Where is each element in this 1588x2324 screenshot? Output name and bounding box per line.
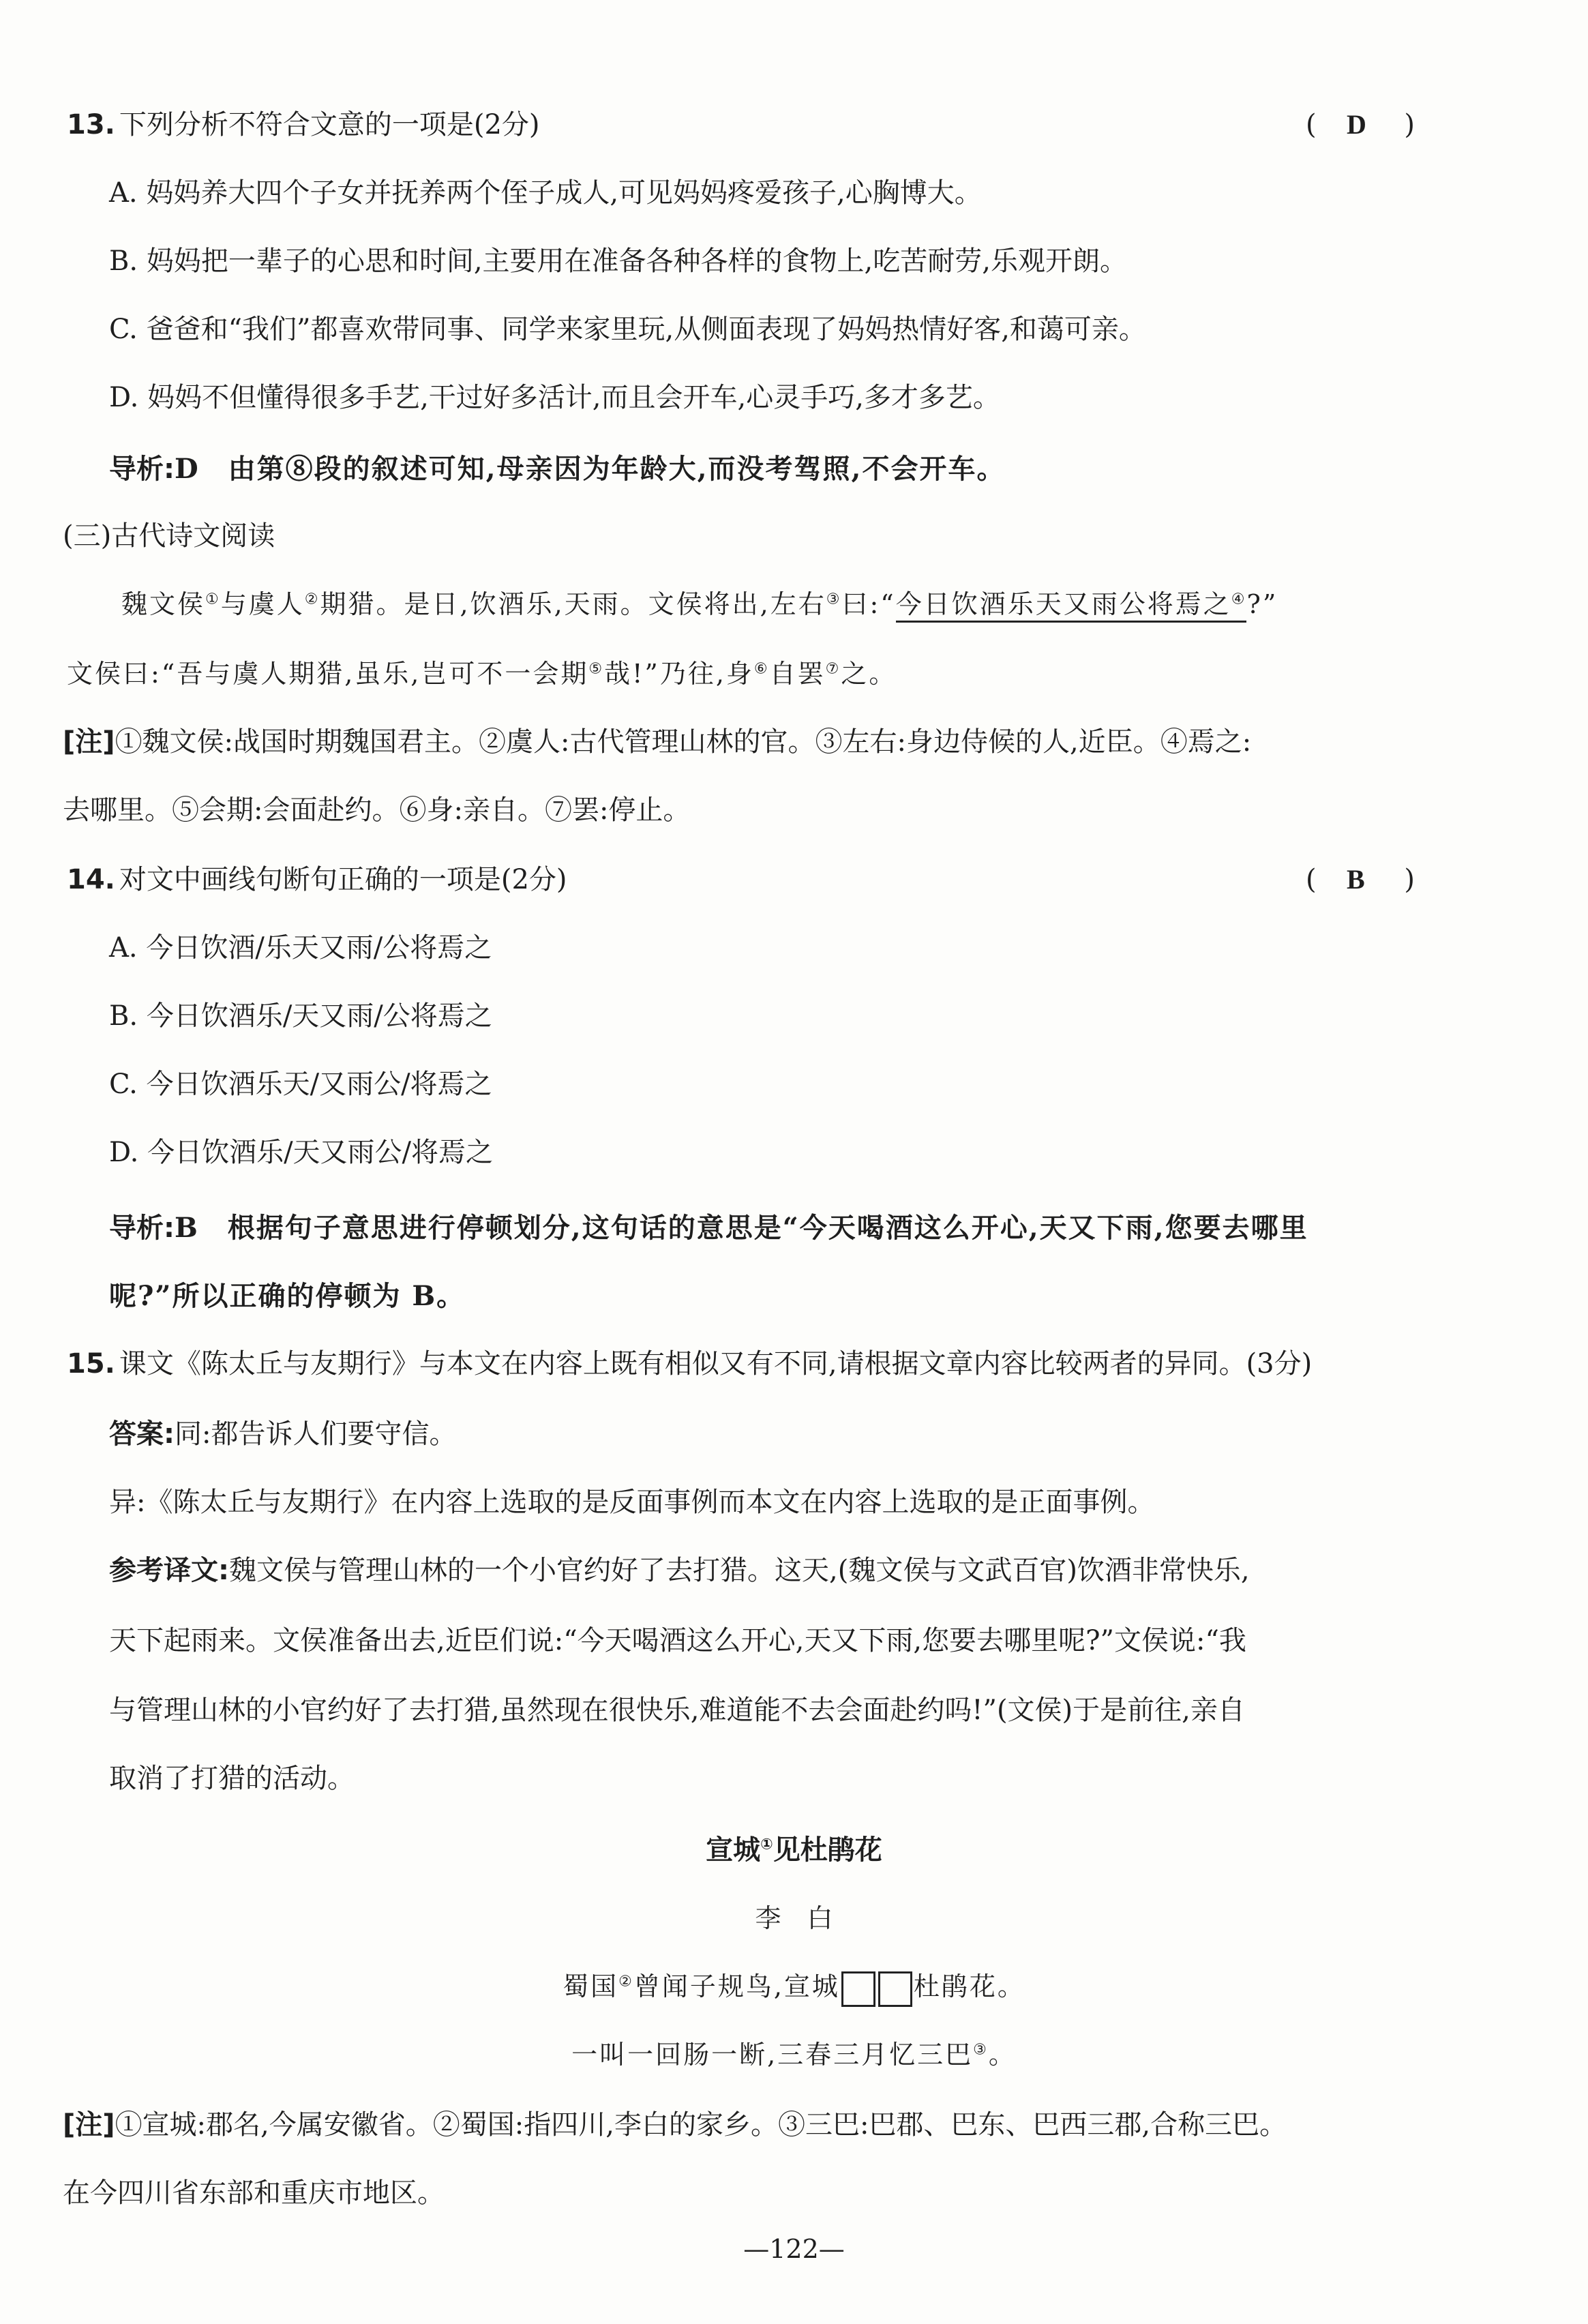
answer-label: 答案: <box>109 1418 175 1450</box>
footnote-mark: ④ <box>1231 591 1247 608</box>
passage-text: 曰:“ <box>841 589 896 619</box>
passage-text: 与虞人 <box>220 589 305 619</box>
footnote-mark: ⑥ <box>753 660 770 678</box>
passage-text: 自罢 <box>769 659 826 689</box>
passage-notes-line-2: 去哪里。⑤会期:会面赴约。⑥身:亲自。⑦罢:停止。 <box>63 794 691 826</box>
translation-line-4: 取消了打猎的活动。 <box>109 1763 355 1794</box>
translation-line-1 <box>109 1551 1250 1590</box>
question-14-stem <box>67 861 567 899</box>
option-d: D. 今日饮酒乐/天又雨公/将焉之 <box>109 1137 494 1168</box>
passage-text: 之。 <box>841 659 897 689</box>
answer-letter: D <box>1347 109 1366 140</box>
question-15-answer <box>109 1415 456 1453</box>
option-a: A. 今日饮酒/乐天又雨/公将焉之 <box>109 932 492 964</box>
footnote-mark: ① <box>760 1836 773 1853</box>
poem-notes-line-1 <box>63 2106 1287 2144</box>
poem-text: 一叫一回肠一断,三春三月忆三巴 <box>571 2040 974 2070</box>
question-text: 课文《陈太丘与友期行》与本文在内容上既有相似又有不同,请根据文章内容比较两者的异同。(3分) <box>119 1348 1313 1380</box>
poem-text: 曾闻子规鸟,宣城 <box>633 1971 840 2001</box>
passage-text: ?” <box>1246 589 1278 619</box>
translation-line-3: 与管理山林的小官约好了去打猎,虽然现在很快乐,难道能不去会面赴约吗!”(文侯)于是前往,亲自 <box>109 1695 1245 1726</box>
footnote-mark: ② <box>304 591 320 608</box>
note-text: ①宣城:郡名,今属安徽省。②蜀国:指四川,李白的家乡。③三巴:巴郡、巴东、巴西三郡,合称三巴。 <box>115 2109 1287 2141</box>
passage-line-2 <box>67 655 897 693</box>
passage-line-1 <box>121 585 1278 623</box>
passage-text: 期猎。是日,饮酒乐,天雨。文侯将出,左右 <box>320 589 826 619</box>
answer-text: 同:都告诉人们要守信。 <box>175 1418 457 1450</box>
question-text: 下列分析不符合文意的一项是(2分) <box>119 109 540 140</box>
paren-right: ) <box>1404 864 1415 895</box>
paren-left: ( <box>1306 109 1317 140</box>
poem-text: 杜鹃花。 <box>913 1971 1025 2001</box>
poem-text: 。 <box>988 2040 1017 2070</box>
poem-title-text: 见杜鹃花 <box>773 1834 882 1866</box>
underlined-text: 今日饮酒乐天又雨公将焉之 <box>895 589 1231 619</box>
poem-author: 李 白 <box>755 1903 833 1933</box>
question-13-analysis <box>109 450 1005 488</box>
option-c: C. 今日饮酒乐天/又雨公/将焉之 <box>109 1069 492 1100</box>
page-number: —122— <box>743 2234 845 2264</box>
question-number: 14. <box>67 864 115 895</box>
option-b: B. 妈妈把一辈子的心思和时间,主要用在准备各种各样的食物上,吃苦耐劳,乐观开朗。 <box>109 245 1127 277</box>
paren-left: ( <box>1306 864 1317 895</box>
passage-text: 哉!”乃往,身 <box>604 659 754 689</box>
passage-notes-line-1 <box>63 723 1251 761</box>
footnote-mark: ③ <box>973 2041 989 2059</box>
analysis-label: 导析: <box>109 453 175 485</box>
option-b: B. 今日饮酒乐/天又雨/公将焉之 <box>109 1000 492 1032</box>
analysis-text: B 根据句子意思进行停顿划分,这句话的意思是“今天喝酒这么开心,天又下雨,您要去哪里 <box>175 1212 1308 1244</box>
analysis-text: D 由第⑧段的叙述可知,母亲因为年龄大,而没考驾照,不会开车。 <box>175 453 1006 485</box>
question-15-answer-diff: 异:《陈太丘与友期行》在内容上选取的是反面事例而本文在内容上选取的是正面事例。 <box>109 1487 1155 1518</box>
passage-text: 魏文侯 <box>121 589 206 619</box>
option-a: A. 妈妈养大四个子女并抚养两个侄子成人,可见妈妈疼爱孩子,心胸博大。 <box>109 177 982 209</box>
question-13-stem <box>67 106 540 144</box>
footnote-mark: ⑦ <box>825 660 841 678</box>
passage-text: 文侯曰:“吾与虞人期猎,虽乐,岂可不一会期 <box>67 659 589 689</box>
option-d: D. 妈妈不但懂得很多手艺,干过好多活计,而且会开车,心灵手巧,多才多艺。 <box>109 382 1000 413</box>
poem-title-text: 宣城 <box>706 1834 761 1866</box>
poem-title <box>0 1831 1588 1869</box>
question-15-stem <box>67 1345 1312 1383</box>
note-text: ①魏文侯:战国时期魏国君主。②虞人:古代管理山林的官。③左右:身边侍候的人,近臣。④焉之: <box>115 726 1252 758</box>
note-label: [注] <box>63 2109 115 2141</box>
poem-line-1 <box>0 1967 1588 2007</box>
question-14-analysis-line-1 <box>109 1209 1308 1247</box>
blank-box <box>841 1971 875 2007</box>
poem-text: 蜀国 <box>563 1971 619 2001</box>
poem-notes-line-2: 在今四川省东部和重庆市地区。 <box>63 2177 445 2209</box>
translation-label: 参考译文: <box>109 1555 229 1586</box>
question-text: 对文中画线句断句正确的一项是(2分) <box>119 864 567 895</box>
footnote-mark: ② <box>618 1973 634 1991</box>
question-14-analysis-line-2 <box>109 1277 465 1315</box>
answer-letter: B <box>1347 864 1365 895</box>
paren-right: ) <box>1404 109 1415 140</box>
option-c: C. 爸爸和“我们”都喜欢带同事、同学来家里玩,从侧面表现了妈妈热情好客,和蔼可亲。 <box>109 314 1146 345</box>
question-number: 13. <box>67 109 115 140</box>
section-title: (三)古代诗文阅读 <box>63 520 275 552</box>
translation-line-2: 天下起雨来。文侯准备出去,近臣们说:“今天喝酒这么开心,天又下雨,您要去哪里呢?”文侯说:“我 <box>109 1625 1246 1656</box>
question-number: 15. <box>67 1348 115 1380</box>
poem-line-2 <box>0 2036 1588 2074</box>
analysis-text: 呢?”所以正确的停顿为 B。 <box>109 1280 466 1312</box>
underlined-sentence <box>896 589 1247 623</box>
footnote-mark: ⑤ <box>588 660 605 678</box>
note-label: [注] <box>63 726 115 758</box>
analysis-label: 导析: <box>109 1212 175 1244</box>
blank-box <box>878 1971 912 2007</box>
translation-text: 魏文侯与管理山林的一个小官约好了去打猎。这天,(魏文侯与文武百官)饮酒非常快乐, <box>229 1555 1250 1586</box>
footnote-mark: ① <box>205 591 221 608</box>
footnote-mark: ③ <box>826 591 842 608</box>
